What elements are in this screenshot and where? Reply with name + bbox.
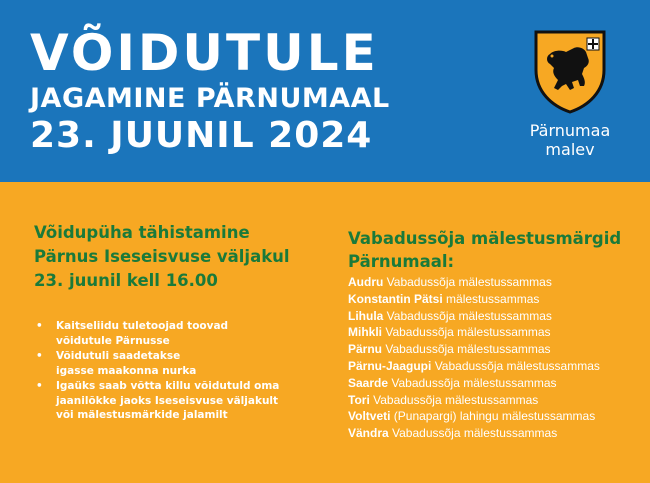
event-line-3: 23. juunil kell 16.00 (34, 271, 218, 290)
memorial-description: Vabadussõja mälestussammas (383, 308, 552, 323)
bullet-dot-icon: • (36, 350, 43, 362)
memorial-item (348, 358, 648, 375)
memorial-item (348, 291, 648, 308)
bullet-line: jaanilõkke jaoks Iseseisvuse väljakult (56, 394, 279, 407)
bullet-line: igasse maakonna nurka (56, 364, 197, 377)
memorial-item (348, 375, 648, 392)
memorials-column (348, 227, 648, 442)
memorial-place: Pärnu-Jaagupi (348, 358, 432, 373)
event-column (34, 221, 334, 424)
memorials-title-line-1: Vabadussõja mälestusmärgid (348, 229, 622, 248)
memorial-place: Audru (348, 275, 384, 289)
logo-text-line-2: malev (545, 140, 595, 159)
memorial-place: Voltveti (348, 409, 391, 424)
memorial-item (348, 308, 648, 325)
memorials-title (348, 227, 648, 273)
bullet-item (34, 379, 334, 423)
bullet-line: Kaitseliidu tuletoojad toovad (56, 320, 229, 332)
bullet-dot-icon: • (36, 380, 43, 392)
memorial-description: Vabadussõja mälestussammas (431, 358, 600, 373)
memorial-description: mälestussammas (442, 291, 540, 306)
bullet-item (34, 349, 334, 378)
headline-line-3: 23. JUUNIL 2024 (30, 115, 373, 156)
memorial-item (348, 341, 648, 358)
memorial-place: Saarde (348, 375, 389, 390)
event-heading (34, 221, 334, 293)
logo-text-line-1: Pärnumaa (529, 121, 611, 140)
memorial-description: Vabadussõja mälestussammas (388, 426, 558, 441)
bear-coat-of-arms-icon (532, 28, 608, 114)
bullet-line: Võidutuli saadetakse (56, 350, 181, 362)
headline-line-2: JAGAMINE PÄRNUMAAL (30, 83, 390, 114)
bullet-item (34, 319, 334, 348)
bullet-line: võidutule Pärnusse (56, 334, 170, 347)
bullet-dot-icon: • (36, 320, 43, 332)
memorial-item (348, 274, 648, 291)
memorial-description: Vabadussõja mälestussammas (383, 275, 552, 289)
memorial-description: Vabadussõja mälestussammas (388, 375, 557, 390)
memorial-place: Mihkli (348, 325, 383, 340)
memorial-place: Konstantin Pätsi (348, 291, 443, 306)
memorial-description: Vabadussõja mälestussammas (382, 325, 551, 340)
memorial-place: Tori (348, 392, 370, 407)
event-line-1: Võidupüha tähistamine (34, 223, 250, 242)
memorial-place: Lihula (348, 308, 384, 323)
headline-line-1: VÕIDUTULE (30, 24, 379, 82)
event-line-2: Pärnus Iseseisvuse väljakul (34, 247, 290, 266)
memorial-item (348, 408, 648, 425)
memorial-item (348, 324, 648, 341)
memorial-place: Vändra (348, 426, 389, 441)
memorial-place: Pärnu (348, 342, 383, 357)
memorial-list (348, 274, 648, 442)
poster-headline (30, 26, 390, 157)
memorials-title-line-2: Pärnumaal: (348, 252, 455, 271)
bullet-line: Igaüks saab võtta killu võidutuld oma (56, 380, 280, 392)
memorial-item (348, 392, 648, 409)
memorial-description: (Punapargi) lahingu mälestussammas (390, 409, 596, 424)
memorial-description: Vabadussõja mälestussammas (369, 392, 539, 407)
parnumaa-malev-logo (522, 28, 618, 159)
memorial-item (348, 425, 648, 442)
bullet-line: või mälestusmärkide jalamilt (56, 409, 228, 421)
memorial-description: Vabadussõja mälestussammas (382, 342, 551, 357)
event-bullets (34, 319, 334, 423)
